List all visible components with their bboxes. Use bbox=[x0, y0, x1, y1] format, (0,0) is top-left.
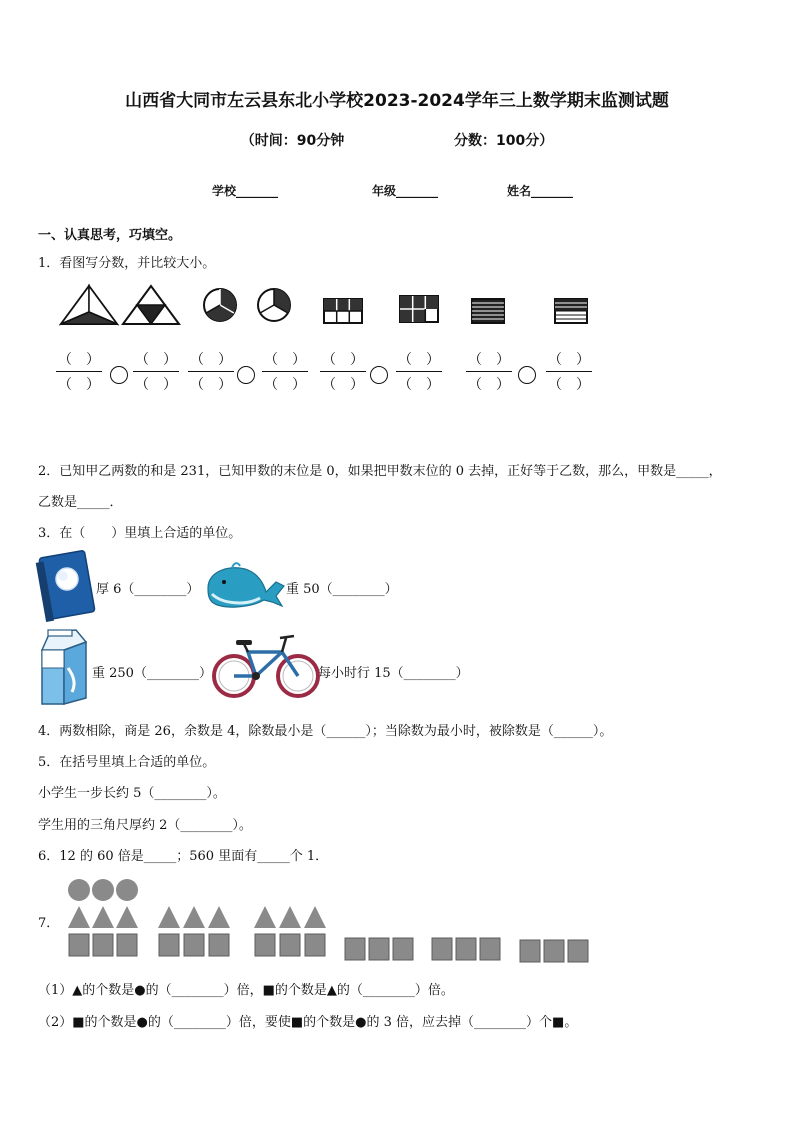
milk-weight-blank[interactable]: 重 250（________） bbox=[92, 666, 212, 681]
compare-circle[interactable] bbox=[237, 366, 255, 384]
question-7-part-2: （2）■的个数是●的（________）倍，要使■的个数是●的 3 倍，应去掉（________）个■。 bbox=[38, 1015, 578, 1030]
time-label: （时间：90分钟 bbox=[240, 133, 345, 149]
name-field: 姓名_______ bbox=[507, 184, 574, 198]
fraction-blank[interactable]: （ ） （ ） bbox=[58, 352, 100, 393]
striped-figure-2 bbox=[555, 299, 587, 323]
fraction-blank[interactable]: （ ） （ ） bbox=[548, 352, 590, 393]
compare-circle[interactable] bbox=[518, 366, 536, 384]
bicycle-icon bbox=[212, 632, 320, 698]
fraction-figures bbox=[0, 282, 794, 342]
question-6-text: 6．12 的 60 倍是_____；560 里面有_____个 1． bbox=[38, 849, 329, 864]
fraction-blank[interactable]: （ ） （ ） bbox=[398, 352, 440, 393]
whale-icon bbox=[202, 562, 286, 612]
whale-weight-blank[interactable]: 重 50（________） bbox=[286, 582, 398, 597]
fraction-blank[interactable]: （ ） （ ） bbox=[468, 352, 510, 393]
question-3-text: 3．在（ ）里填上合适的单位。 bbox=[38, 526, 242, 541]
bicycle-speed-blank[interactable]: 每小时行 15（________） bbox=[318, 666, 469, 681]
question-2-line-1: 2．已知甲乙两数的和是 231，已知甲数的末位是 0，如果把甲数末位的 0 去掉，正好等于乙数，那么，甲数是_____， bbox=[38, 464, 722, 479]
exam-title: 山西省大同市左云县东北小学校2023-2024学年三上数学期末监测试题 bbox=[125, 91, 669, 111]
shapes-figure bbox=[60, 876, 660, 968]
exam-subtitle bbox=[0, 130, 794, 150]
school-field: 学校_______ bbox=[212, 184, 279, 198]
score-label: 分数：100分） bbox=[454, 133, 554, 149]
question-5-b: 学生用的三角尺厚约 2（________）。 bbox=[38, 818, 252, 833]
question-2-line-2: 乙数是_____． bbox=[38, 495, 123, 510]
question-5-a: 小学生一步长约 5（________）。 bbox=[38, 786, 226, 801]
triangle-figure-1 bbox=[61, 286, 117, 324]
grade-field: 年级_______ bbox=[372, 184, 439, 198]
compare-circle[interactable] bbox=[110, 366, 128, 384]
compare-circle[interactable] bbox=[370, 366, 388, 384]
circle-figure-1 bbox=[204, 289, 236, 321]
fraction-blank[interactable]: （ ） （ ） bbox=[264, 352, 306, 393]
milk-carton-icon bbox=[36, 628, 92, 708]
fraction-blank[interactable]: （ ） （ ） bbox=[190, 352, 232, 393]
question-5-text: 5．在括号里填上合适的单位。 bbox=[38, 755, 216, 770]
fraction-blank[interactable]: （ ） （ ） bbox=[322, 352, 364, 393]
book-icon bbox=[36, 552, 96, 624]
question-7-label: 7． bbox=[38, 916, 60, 931]
fraction-blank[interactable]: （ ） （ ） bbox=[135, 352, 177, 393]
question-1-text: 1．看图写分数，并比较大小。 bbox=[38, 256, 216, 271]
question-4-text: 4．两数相除，商是 26，余数是 4，除数最小是（______）；当除数为最小时，被除数是（______）。 bbox=[38, 724, 613, 739]
grid-figure-2 bbox=[400, 296, 438, 322]
book-thickness-blank[interactable]: 厚 6（________） bbox=[96, 582, 200, 597]
question-7-part-1: （1）▲的个数是●的（________）倍，■的个数是▲的（________）倍。 bbox=[38, 983, 454, 998]
grid-figure-1 bbox=[324, 299, 362, 323]
circle-figure-2 bbox=[258, 289, 290, 321]
triangle-figure-2 bbox=[123, 286, 179, 324]
section-heading: 一、认真思考，巧填空。 bbox=[38, 228, 182, 243]
striped-figure-1 bbox=[472, 299, 504, 323]
